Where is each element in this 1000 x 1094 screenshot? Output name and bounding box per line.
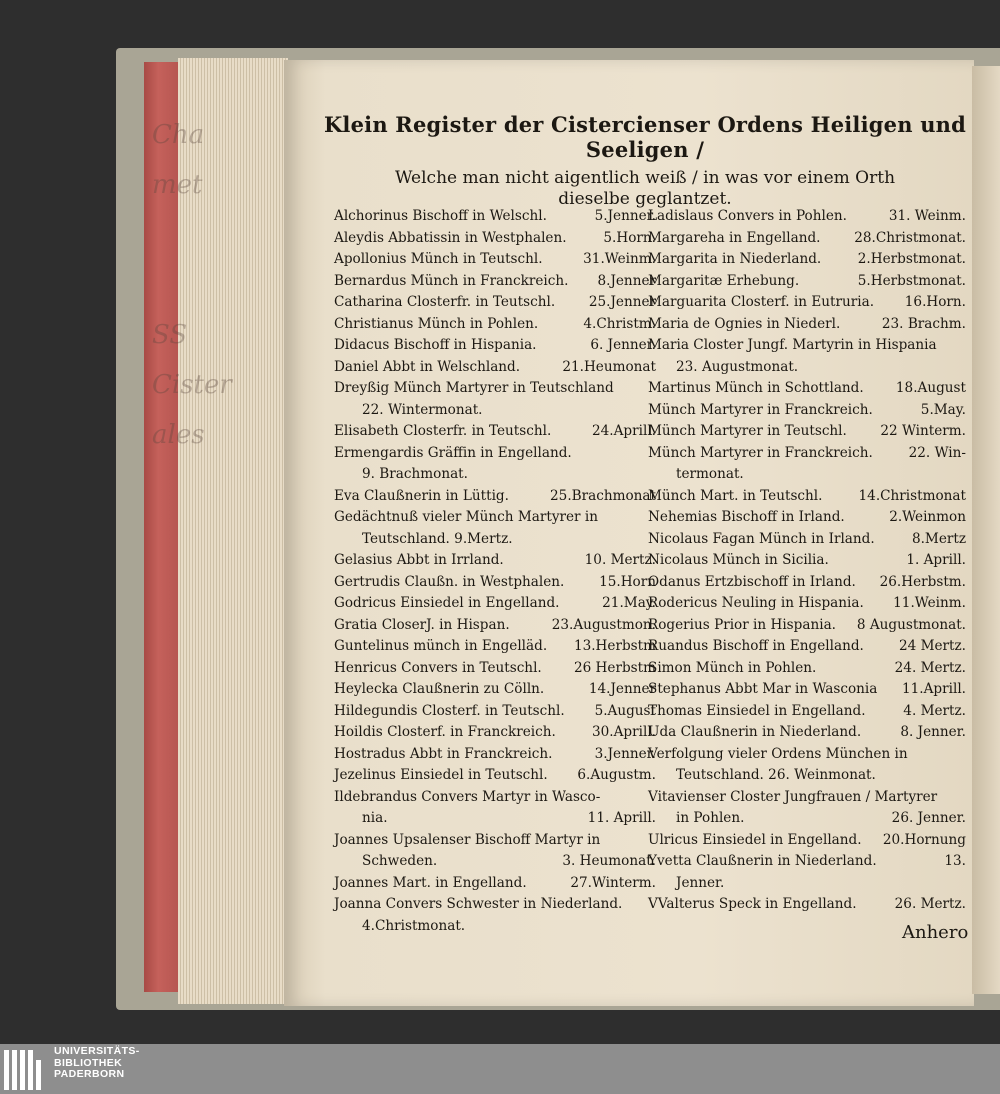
entry-name: 9. Brachmonat. — [362, 466, 468, 482]
register-entry — [648, 636, 966, 658]
register-entry — [648, 679, 966, 701]
entry-date: 28.Christmonat. — [854, 229, 966, 246]
entry-date: 23.Augustmon. — [551, 616, 656, 633]
entry-date: 8.Mertz — [911, 530, 966, 547]
entry-date: 10. Mertz. — [584, 552, 656, 568]
entry-date: 4. Mertz. — [903, 702, 966, 719]
register-entry — [334, 314, 656, 336]
entry-name: Elisabeth Closterfr. in Teutschl. — [334, 423, 552, 439]
register-entry — [648, 292, 966, 314]
entry-date: 1. Aprill. — [906, 552, 966, 568]
register-entry — [648, 658, 966, 680]
entry-name: Nicolaus Münch in Sicilia. — [648, 552, 829, 568]
register-entry — [648, 400, 966, 422]
register-entry — [648, 744, 966, 766]
register-entry — [648, 529, 966, 551]
entry-name: Eva Claußnerin in Lüttig. — [334, 487, 509, 504]
entry-date: 16.Horn. — [904, 294, 966, 310]
register-entry — [648, 808, 966, 830]
register-entry — [648, 507, 966, 529]
register-entry — [334, 830, 656, 852]
entry-date: 15.Horn — [599, 573, 656, 590]
entry-name: Margaritæ Erhebung. — [648, 272, 800, 289]
register-entry — [334, 400, 656, 422]
entry-name: Nicolaus Fagan Münch in Irland. — [648, 530, 875, 547]
entry-name: Marguarita Closterf. in Eutruria. — [648, 294, 875, 310]
register-entry — [334, 615, 656, 637]
register-entry — [334, 636, 656, 658]
entry-name: Ildebrandus Convers Martyr in Wasco- — [334, 788, 601, 805]
entry-name: Maria de Ognies in Niederl. — [648, 315, 841, 332]
register-entry — [648, 314, 966, 336]
register-entry — [648, 722, 966, 744]
register-entry — [648, 787, 966, 809]
register-entry — [334, 378, 656, 400]
entry-date: 11.Weinm. — [893, 595, 966, 611]
entry-name: Münch Martyrer in Teutschl. — [648, 423, 847, 439]
register-entry — [334, 572, 656, 594]
register-entry — [334, 443, 656, 465]
entry-date: 23. Brachm. — [881, 315, 966, 332]
entry-name: Joanna Convers Schwester in Niederland. — [334, 896, 623, 912]
entry-name: Münch Mart. in Teutschl. — [648, 487, 823, 504]
entry-date: 5.August — [594, 702, 656, 719]
register-entry — [648, 335, 966, 357]
entry-name: Henricus Convers in Teutschl. — [334, 659, 542, 676]
entry-date: 24 Mertz. — [898, 638, 966, 654]
register-entry — [334, 787, 656, 809]
entry-name: VValterus Speck in Engelland. — [648, 896, 857, 912]
entry-name: in Pohlen. — [676, 810, 745, 826]
entry-name: Martinus Münch in Schottland. — [648, 380, 864, 396]
register-entry — [334, 271, 656, 293]
register-column-right — [648, 206, 966, 916]
register-entry — [648, 464, 966, 486]
register-entry — [648, 572, 966, 594]
register-entry — [334, 873, 656, 895]
library-logo-icon — [4, 1050, 44, 1090]
page-heading — [300, 112, 990, 209]
entry-name: Guntelinus münch in Engelläd. — [334, 638, 548, 654]
logo-line: PADERBORN — [54, 1068, 125, 1080]
register-entry — [648, 206, 966, 228]
entry-date: 24.Aprill. — [592, 423, 656, 439]
entry-name: Schweden. — [362, 853, 438, 869]
entry-name: Rogerius Prior in Hispania. — [648, 616, 836, 633]
entry-date: 18.August — [895, 380, 966, 396]
entry-date: 11. Aprill. — [587, 810, 656, 826]
entry-date: 13. — [944, 853, 966, 869]
entry-date: 5.Herbstmonat. — [857, 272, 966, 289]
register-entry — [648, 443, 966, 465]
register-entry — [334, 593, 656, 615]
register-entry — [334, 249, 656, 271]
entry-name: Gratia CloserJ. in Hispan. — [334, 616, 510, 633]
entry-name: Maria Closter Jungf. Martyrin in Hispania — [648, 337, 937, 353]
entry-date: 25.Brachmonat — [550, 487, 656, 504]
entry-name: Catharina Closterfr. in Teutschl. — [334, 294, 556, 310]
entry-name: Gelasius Abbt in Irrland. — [334, 552, 504, 568]
entry-name: Hoildis Closterf. in Franckreich. — [334, 724, 556, 740]
entry-name: Didacus Bischoff in Hispania. — [334, 337, 537, 353]
register-entry — [334, 507, 656, 529]
register-entry — [648, 228, 966, 250]
entry-date: 14.Jenner — [588, 681, 656, 697]
entry-name: Stephanus Abbt Mar in Wasconia — [648, 681, 878, 697]
entry-date: 2.Weinmon — [889, 509, 966, 525]
bleed-through-text: Cha met SS Cister ales — [152, 120, 232, 450]
entry-date: 20.Hornung — [882, 831, 966, 848]
register-entry — [648, 421, 966, 443]
entry-date: 8. Jenner. — [900, 724, 966, 740]
entry-name: Simon Münch in Pohlen. — [648, 659, 817, 676]
entry-name: Dreyßig Münch Martyrer in Teutschland — [334, 380, 614, 396]
register-entry — [648, 615, 966, 637]
register-entry — [334, 916, 656, 938]
entry-name: 22. Wintermonat. — [362, 401, 483, 418]
entry-date: 31. Weinm. — [888, 208, 966, 224]
register-entry — [334, 335, 656, 357]
entry-date: 21.May. — [602, 595, 656, 611]
register-entry — [648, 249, 966, 271]
entry-date: 24. Mertz. — [894, 659, 966, 676]
entry-date: 2.Herbstmonat. — [857, 251, 966, 267]
entry-date: 26. Jenner. — [891, 810, 966, 826]
register-entry — [648, 851, 966, 873]
register-entry — [334, 894, 656, 916]
entry-name: Joannes Mart. in Engelland. — [334, 874, 527, 891]
entry-date: 26.Herbstm. — [879, 573, 966, 590]
entry-date: 21.Heumonat — [562, 358, 656, 375]
entry-name: Vitavienser Closter Jungfrauen / Martyrer — [648, 788, 938, 805]
register-entry — [334, 206, 656, 228]
entry-name: Ladislaus Convers in Pohlen. — [648, 208, 847, 224]
entry-date: 5.Jenner. — [594, 208, 656, 224]
entry-name: Teutschland. 9.Mertz. — [362, 530, 513, 547]
register-entry — [334, 486, 656, 508]
register-entry — [334, 228, 656, 250]
entry-name: Aleydis Abbatissin in Westphalen. — [334, 229, 567, 246]
register-entry — [334, 679, 656, 701]
register-entry — [648, 701, 966, 723]
entry-date: 14.Christmonat — [858, 487, 966, 504]
register-entry — [648, 271, 966, 293]
register-entry — [334, 744, 656, 766]
register-entry — [334, 529, 656, 551]
entry-name: Münch Martyrer in Franckreich. — [648, 401, 873, 418]
entry-date: 31.Weinm. — [583, 251, 656, 267]
catchword: Anhero — [902, 922, 969, 943]
register-entry — [334, 808, 656, 830]
entry-date: 22 Winterm. — [880, 423, 966, 439]
entry-name: Verfolgung vieler Ordens München in — [648, 745, 908, 762]
entry-name: Münch Martyrer in Franckreich. — [648, 444, 873, 461]
entry-date: 8.Jenner — [597, 272, 656, 289]
register-entry — [648, 765, 966, 787]
register-entry — [334, 658, 656, 680]
entry-date: 25.Jenner — [588, 294, 656, 310]
entry-name: Thomas Einsiedel in Engelland. — [648, 702, 866, 719]
register-entry — [648, 593, 966, 615]
logo-line: BIBLIOTHEK — [54, 1056, 123, 1069]
entry-name: Margareha in Engelland. — [648, 229, 821, 246]
entry-name: Ermengardis Gräffin in Engelland. — [334, 444, 572, 461]
register-entry — [648, 830, 966, 852]
entry-name: Hildegundis Closterf. in Teutschl. — [334, 702, 565, 719]
entry-name: Christianus Münch in Pohlen. — [334, 315, 539, 332]
entry-date: 3.Jenner. — [594, 745, 656, 762]
register-entry — [334, 765, 656, 787]
entry-date: 13.Herbstm — [573, 638, 656, 654]
entry-name: Teutschland. 26. Weinmonat. — [676, 767, 876, 783]
register-entry — [334, 722, 656, 744]
entry-date: 6.Augustm. — [577, 767, 656, 783]
entry-name: Heylecka Claußnerin zu Cölln. — [334, 681, 545, 697]
heading-line-1: Klein Register der Cistercienser Ordens Heiligen und Seeligen / — [323, 112, 967, 162]
entry-name: 23. Augustmonat. — [676, 358, 799, 375]
register-entry — [648, 873, 966, 895]
entry-date: 30.Aprill. — [592, 724, 656, 740]
entry-name: Nehemias Bischoff in Irland. — [648, 509, 845, 525]
register-entry — [334, 550, 656, 572]
entry-name: Joannes Upsalenser Bischoff Martyr in — [334, 831, 601, 848]
entry-name: Jenner. — [676, 874, 725, 891]
register-entry — [334, 421, 656, 443]
logo-line: UNIVERSITÄTS- — [54, 1045, 140, 1057]
heading-line-3: dieselbe geglantzet. — [558, 189, 732, 209]
entry-name: Apollonius Münch in Teutschl. — [334, 251, 543, 267]
entry-name: Rodericus Neuling in Hispania. — [648, 595, 864, 611]
entry-name: Uda Claußnerin in Niederland. — [648, 724, 862, 740]
register-entry — [334, 357, 656, 379]
entry-date: 26. Mertz. — [894, 896, 966, 912]
register-entry — [648, 486, 966, 508]
entry-name: Ulricus Einsiedel in Engelland. — [648, 831, 862, 848]
register-entry — [648, 378, 966, 400]
entry-name: Yvetta Claußnerin in Niederland. — [648, 853, 877, 869]
register-entry — [334, 851, 656, 873]
heading-line-2: Welche man nicht aigentlich weiß / in was vor einem Orth — [394, 168, 896, 188]
register-entry — [648, 894, 966, 916]
entry-name: Godricus Einsiedel in Engelland. — [334, 595, 560, 611]
register-entry — [334, 701, 656, 723]
register-entry — [648, 550, 966, 572]
register-entry — [334, 292, 656, 314]
entry-date: 11.Aprill. — [902, 681, 966, 697]
entry-name: Bernardus Münch in Franckreich. — [334, 272, 569, 289]
entry-name: Alchorinus Bischoff in Welschl. — [334, 208, 547, 224]
register-entry — [648, 357, 966, 379]
entry-date: 3. Heumonat. — [562, 853, 656, 869]
register-column-left — [334, 206, 656, 937]
entry-date: 6. Jenner. — [590, 337, 656, 353]
entry-date: 22. Win- — [908, 444, 966, 461]
entry-name: Gertrudis Claußn. in Westphalen. — [334, 573, 565, 590]
library-footer — [0, 1044, 1000, 1094]
entry-name: Jezelinus Einsiedel in Teutschl. — [334, 767, 548, 783]
entry-name: nia. — [362, 810, 388, 826]
entry-name: 4.Christmonat. — [362, 917, 466, 934]
library-logo-text — [54, 1046, 140, 1081]
entry-name: termonat. — [676, 466, 744, 482]
entry-name: Hostradus Abbt in Franckreich. — [334, 745, 553, 762]
entry-name: Ruandus Bischoff in Engelland. — [648, 638, 864, 654]
entry-date: 27.Winterm. — [570, 874, 656, 891]
entry-date: 8 Augustmonat. — [856, 616, 966, 633]
entry-name: Odanus Ertzbischoff in Irland. — [648, 573, 856, 590]
entry-date: 5.Horn. — [603, 229, 656, 246]
entry-name: Margarita in Niederland. — [648, 251, 822, 267]
entry-name: Daniel Abbt in Welschland. — [334, 358, 521, 375]
register-entry — [334, 464, 656, 486]
entry-date: 4.Christm. — [583, 315, 656, 332]
entry-name: Gedächtnuß vieler Münch Martyrer in — [334, 509, 598, 525]
entry-date: 26 Herbstm — [573, 659, 656, 676]
entry-date: 5.May. — [920, 401, 966, 418]
